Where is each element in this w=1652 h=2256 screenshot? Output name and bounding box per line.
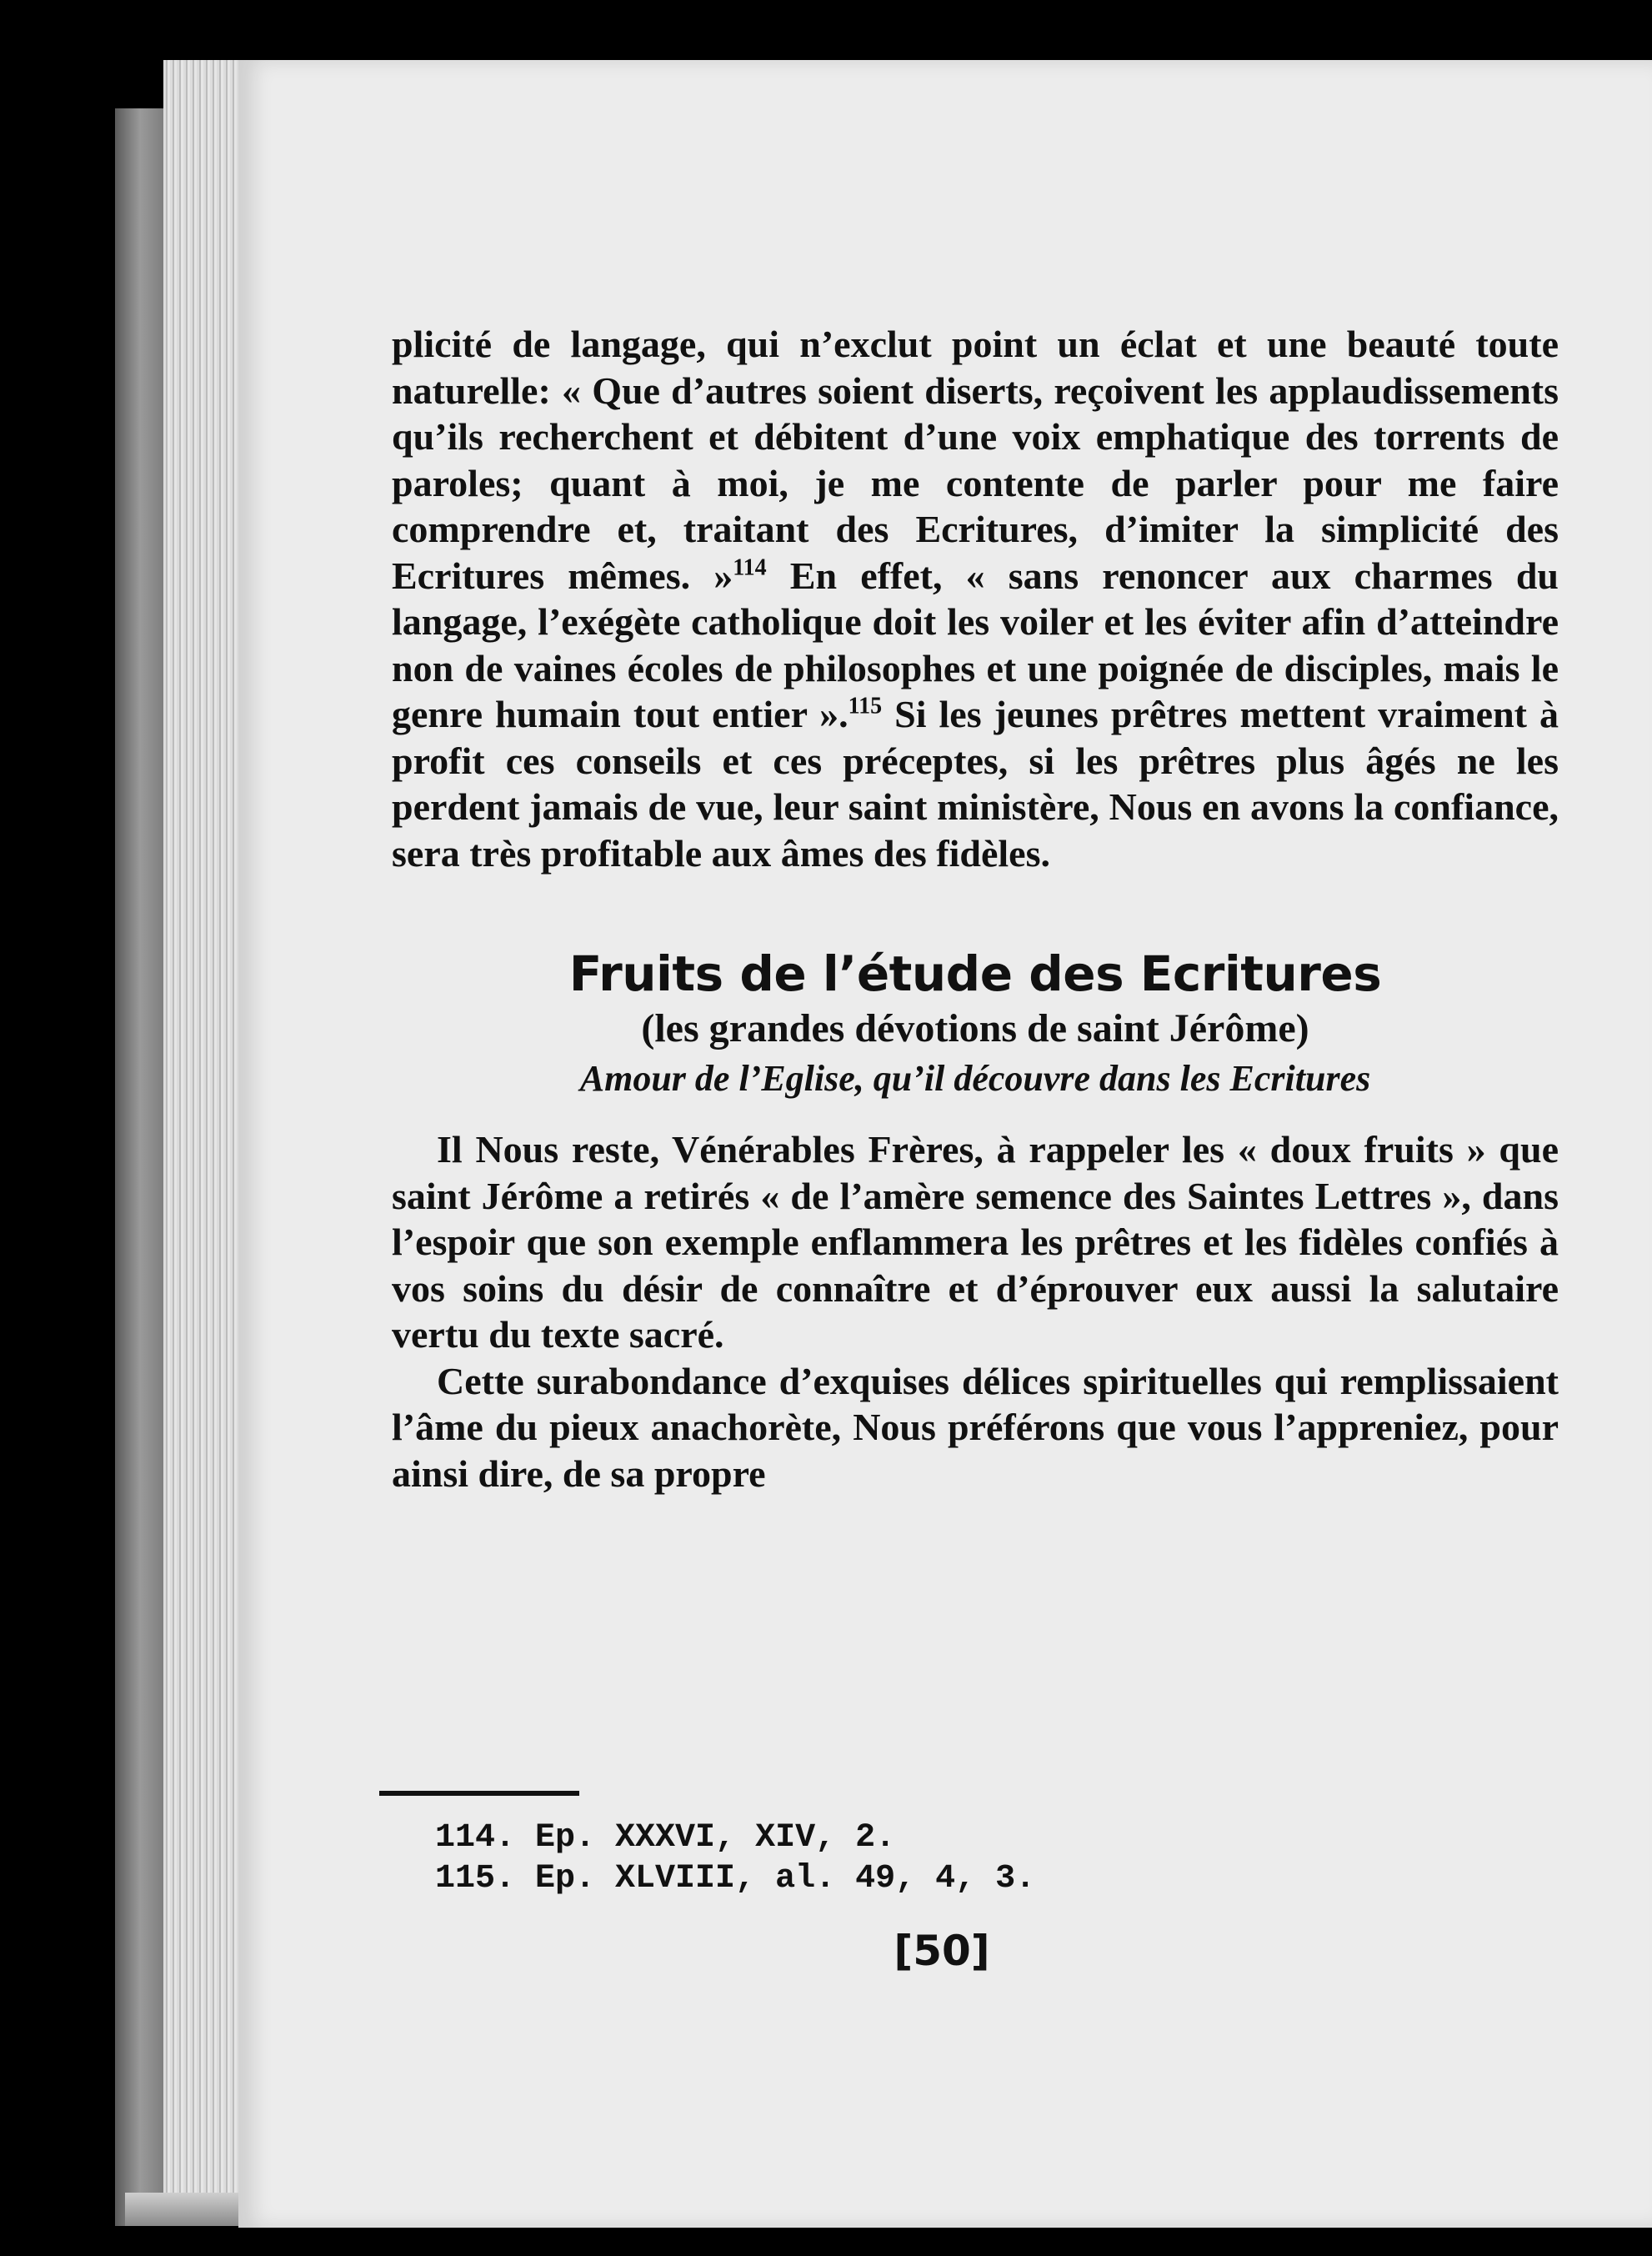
footnote-rule [379, 1791, 579, 1796]
footnote-ref-114: 114 [733, 554, 767, 581]
paragraph-1-continuation: En effet, « sans renoncer aux charmes du langage, l’exégète catholique doit les voiler et les éviter afin d’atteindre non de vaines écoles de philosophes et une poignée de disciples, mais le genre humain tout entier ». [392, 554, 1559, 735]
paragraph-1-ending: Si les jeunes prêtres mettent vraiment à profit ces conseils et ces préceptes, si les prêtres plus âgés ne les perdent jamais de vue, leur saint ministère, Nous en avons la confiance, sera très profitable aux âmes des fidèles. [392, 693, 1559, 875]
section-subheading: (les grandes dévotions de saint Jérôme) [641, 1006, 1309, 1050]
paragraph-1-text: plicité de langage, qui n’exclut point un éclat et une beauté toute naturelle: « Que d’autres soient diserts, reçoivent les applaudissements qu’ils recherchent et débitent d’une voix emphatique des torrents de paroles; quant à moi, je me contente de parler pour me faire comprendre et, traitant des Ecritures, d’imiter la simplicité des Ecritures mêmes. » [392, 323, 1559, 597]
page-text [392, 321, 1559, 1496]
paragraph-3: Cette surabondance d’exquises délices spirituelles qui remplissaient l’âme du pieux anachorète, Nous préférons que vous l’appreniez, pour ainsi dire, de sa propre [392, 1359, 1559, 1495]
footnote-ref-115: 115 [848, 693, 883, 719]
footnote-115: 115. Ep. XLVIII, al. 49, 4, 3. [435, 1860, 1036, 1898]
footnotes [435, 1817, 1035, 1899]
paragraph-1 [392, 321, 1559, 876]
section-heading: Fruits de l’étude des Ecritures [568, 945, 1382, 1002]
page-number: [50] [894, 1927, 990, 1975]
footnote-114: 114. Ep. XXXVI, XIV, 2. [435, 1819, 896, 1857]
paragraph-2: Il Nous reste, Vénérables Frères, à rappeler les « doux fruits » que saint Jérôme a retirés « de l’amère semence des Saintes Lettres », dans l’espoir que son exemple enflammera les prêtres et les fidèles confiés à vos soins du désir de connaître et d’éprouver eux aussi la salutaire vertu du texte sacré. [392, 1128, 1559, 1356]
section-subtitle: Amour de l’Eglise, qu’il découvre dans les Ecritures [579, 1058, 1371, 1099]
spacer [392, 1103, 1559, 1126]
